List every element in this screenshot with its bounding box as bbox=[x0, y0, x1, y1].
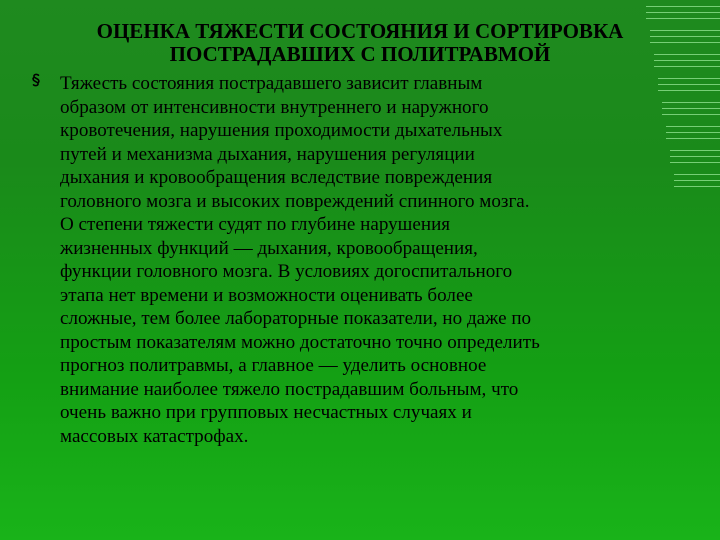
section-sign-bullet-icon bbox=[30, 73, 44, 87]
bullet-text: Тяжесть состояния пострадавшего зависит главным образом от интенсивности внутреннего и наружного кровотечения, нарушения проходимости дыхательных путей и механизма дыхания, нарушения регуляции дыхания и кровообращения вследствие повреждения головного мозга и высоких повреждений спинного мозга. О степени тяжести судят по глубине нарушения жизненных функций — дыхания, кровообращения, функции головного мозга. В условиях догоспитального этапа нет времени и возможности оценивать более сложные, тем более лабораторные показатели, но даже по простым показателям можно достаточно точно определить прогноз политравмы, а главное — уделить основное внимание наиболее тяжело пострадавшим больным, что очень важно при групповых несчастных случаях и массовых катастрофах. bbox=[60, 73, 540, 447]
decorative-stripe bbox=[666, 132, 720, 133]
decorative-stripe bbox=[670, 150, 720, 151]
decorative-stripe bbox=[674, 174, 720, 175]
decorative-stripe bbox=[666, 126, 720, 127]
decorative-stripe bbox=[674, 180, 720, 181]
decorative-stripe bbox=[674, 186, 720, 187]
decorative-stripe bbox=[666, 138, 720, 139]
slide-title: ОЦЕНКА ТЯЖЕСТИ СОСТОЯНИЯ И СОРТИРОВКА ПОСТРАДАВШИХ С ПОЛИТРАВМОЙ bbox=[96, 19, 624, 66]
decorative-stripe bbox=[646, 12, 720, 13]
decorative-stripe bbox=[646, 18, 720, 19]
decorative-stripe bbox=[670, 162, 720, 163]
decorative-stripe bbox=[654, 66, 720, 67]
decorative-stripe bbox=[646, 6, 720, 7]
decorative-stripe bbox=[670, 156, 720, 157]
